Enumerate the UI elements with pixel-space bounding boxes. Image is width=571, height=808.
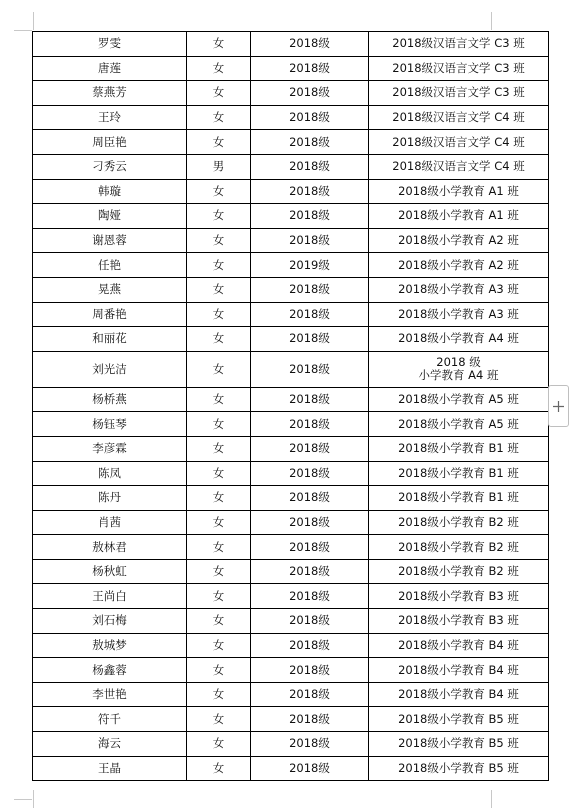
gender-cell[interactable]: 女 [187,130,251,155]
gender-cell[interactable]: 女 [187,351,251,387]
table-row [33,154,549,179]
corner-mark-top-left-h [14,30,32,31]
grade-cell[interactable]: 2018级 [251,756,369,781]
name-cell[interactable]: 王晶 [33,756,187,781]
grade-cell[interactable]: 2018级 [251,302,369,327]
class-cell[interactable]: 2018级小学教育 B5 班 [369,707,549,732]
class-cell[interactable]: 2018级小学教育 B5 班 [369,756,549,781]
grade-cell[interactable]: 2018级 [251,559,369,584]
name-cell[interactable]: 罗雯 [33,32,187,57]
name-cell[interactable]: 晃燕 [33,277,187,302]
class-cell[interactable]: 2018级小学教育 A5 班 [369,387,549,412]
grade-cell[interactable]: 2018级 [251,179,369,204]
class-cell[interactable]: 2018级小学教育 B4 班 [369,658,549,683]
name-cell[interactable]: 李世艳 [33,682,187,707]
grade-cell[interactable]: 2018级 [251,633,369,658]
gender-cell[interactable]: 女 [187,461,251,486]
grade-cell[interactable]: 2018级 [251,130,369,155]
class-cell[interactable]: 2018级小学教育 A4 班 [369,327,549,352]
gender-cell[interactable]: 女 [187,179,251,204]
table-row [33,412,549,437]
table-row [33,486,549,511]
table-row [33,707,549,732]
grade-cell[interactable]: 2018级 [251,732,369,757]
gender-cell[interactable]: 女 [187,32,251,57]
name-cell[interactable]: 唐莲 [33,56,187,81]
name-cell[interactable]: 刘光洁 [33,351,187,387]
table-row [33,732,549,757]
table-row [33,658,549,683]
name-cell[interactable]: 谢恩蓉 [33,228,187,253]
gender-cell[interactable]: 女 [187,436,251,461]
gender-cell[interactable]: 女 [187,707,251,732]
grade-cell[interactable]: 2018级 [251,32,369,57]
name-cell[interactable]: 韩璇 [33,179,187,204]
class-cell[interactable]: 2018级小学教育 A1 班 [369,204,549,229]
name-cell[interactable]: 杨鑫蓉 [33,658,187,683]
gender-cell[interactable]: 女 [187,658,251,683]
name-cell[interactable]: 李彦霖 [33,436,187,461]
name-cell[interactable]: 王尚白 [33,584,187,609]
table-row [33,387,549,412]
grade-cell[interactable]: 2018级 [251,461,369,486]
student-table-body [33,32,549,781]
table-row [33,510,549,535]
gender-cell[interactable]: 女 [187,204,251,229]
class-cell[interactable]: 2018级小学教育 B3 班 [369,609,549,634]
gender-cell[interactable]: 女 [187,228,251,253]
table-row [33,633,549,658]
name-cell[interactable]: 杨秋虹 [33,559,187,584]
grade-cell[interactable]: 2018级 [251,510,369,535]
name-cell[interactable]: 杨钰琴 [33,412,187,437]
name-cell[interactable]: 符千 [33,707,187,732]
name-cell[interactable]: 王玲 [33,105,187,130]
gender-cell[interactable]: 女 [187,633,251,658]
grade-cell[interactable]: 2018级 [251,351,369,387]
grade-cell[interactable]: 2018级 [251,707,369,732]
class-cell[interactable]: 2018级小学教育 B2 班 [369,510,549,535]
class-cell-line: 小学教育 A4 班 [418,368,499,383]
name-cell[interactable]: 陶娅 [33,204,187,229]
gender-cell[interactable]: 女 [187,277,251,302]
class-cell[interactable]: 2018级小学教育 B1 班 [369,436,549,461]
name-cell[interactable]: 任艳 [33,253,187,278]
table-row [33,56,549,81]
grade-cell[interactable]: 2018级 [251,327,369,352]
table-row [33,204,549,229]
table-row [33,351,549,387]
gender-cell[interactable]: 女 [187,756,251,781]
table-row [33,253,549,278]
gender-cell[interactable]: 男 [187,154,251,179]
class-cell[interactable]: 2018级小学教育 B4 班 [369,682,549,707]
table-row [33,461,549,486]
table-row [33,179,549,204]
name-cell[interactable]: 和丽花 [33,327,187,352]
table-row [33,105,549,130]
grade-cell[interactable]: 2018级 [251,154,369,179]
grade-cell[interactable]: 2018级 [251,105,369,130]
gender-cell[interactable]: 女 [187,302,251,327]
class-cell[interactable]: 2018级小学教育 A3 班 [369,277,549,302]
class-cell[interactable]: 2018级小学教育 B2 班 [369,535,549,560]
grade-cell[interactable]: 2018级 [251,56,369,81]
class-cell[interactable]: 2018级汉语言文学 C4 班 [369,130,549,155]
gender-cell[interactable]: 女 [187,81,251,106]
name-cell[interactable]: 陈丹 [33,486,187,511]
table-row [33,130,549,155]
grade-cell[interactable]: 2018级 [251,609,369,634]
name-cell[interactable]: 周番艳 [33,302,187,327]
name-cell[interactable]: 周臣艳 [33,130,187,155]
gender-cell[interactable]: 女 [187,387,251,412]
corner-mark-bottom-left [33,790,34,808]
plus-icon [553,401,564,412]
class-cell[interactable]: 2018级小学教育 A5 班 [369,412,549,437]
gender-cell[interactable]: 女 [187,682,251,707]
add-row-button[interactable] [548,385,569,427]
corner-mark-top-left [33,12,34,30]
name-cell[interactable]: 海云 [33,732,187,757]
table-row [33,559,549,584]
gender-cell[interactable]: 女 [187,105,251,130]
gender-cell[interactable]: 女 [187,486,251,511]
grade-cell[interactable]: 2018级 [251,204,369,229]
gender-cell[interactable]: 女 [187,510,251,535]
class-cell[interactable]: 2018级小学教育 B1 班 [369,461,549,486]
table-row [33,584,549,609]
grade-cell[interactable]: 2018级 [251,436,369,461]
gender-cell[interactable]: 女 [187,535,251,560]
grade-cell[interactable]: 2018级 [251,658,369,683]
table-row [33,228,549,253]
grade-cell[interactable]: 2019级 [251,253,369,278]
corner-mark-bottom-left-h [14,799,32,800]
gender-cell[interactable]: 女 [187,412,251,437]
class-cell-line: 2018 级 [436,355,481,370]
table-row [33,682,549,707]
table-row [33,277,549,302]
class-cell[interactable]: 2018级小学教育 B1 班 [369,486,549,511]
table-row [33,756,549,781]
name-cell[interactable]: 刁秀云 [33,154,187,179]
table-row [33,32,549,57]
table-row [33,535,549,560]
table-row [33,327,549,352]
grade-cell[interactable]: 2018级 [251,228,369,253]
corner-mark-top-right [491,12,492,30]
grade-cell[interactable]: 2018级 [251,535,369,560]
class-cell[interactable]: 2018级汉语言文学 C3 班 [369,56,549,81]
class-cell[interactable] [369,351,549,387]
gender-cell[interactable]: 女 [187,732,251,757]
name-cell[interactable]: 陈凤 [33,461,187,486]
name-cell[interactable]: 杨桥燕 [33,387,187,412]
name-cell[interactable]: 肖茜 [33,510,187,535]
class-cell[interactable]: 2018级小学教育 A1 班 [369,179,549,204]
class-cell[interactable]: 2018级汉语言文学 C3 班 [369,81,549,106]
class-cell[interactable]: 2018级小学教育 B3 班 [369,584,549,609]
class-cell[interactable]: 2018级小学教育 A3 班 [369,302,549,327]
class-cell[interactable]: 2018级汉语言文学 C4 班 [369,154,549,179]
gender-cell[interactable]: 女 [187,609,251,634]
name-cell[interactable]: 敖城梦 [33,633,187,658]
table-row [33,609,549,634]
table-row [33,81,549,106]
class-cell[interactable]: 2018级汉语言文学 C3 班 [369,32,549,57]
corner-mark-bottom-right [491,790,492,808]
table-row [33,302,549,327]
gender-cell[interactable]: 女 [187,559,251,584]
grade-cell[interactable]: 2018级 [251,81,369,106]
gender-cell[interactable]: 女 [187,253,251,278]
grade-cell[interactable]: 2018级 [251,277,369,302]
name-cell[interactable]: 蔡燕芳 [33,81,187,106]
grade-cell[interactable]: 2018级 [251,584,369,609]
gender-cell[interactable]: 女 [187,327,251,352]
class-cell[interactable]: 2018级小学教育 A2 班 [369,253,549,278]
student-table [32,31,549,781]
class-cell[interactable]: 2018级小学教育 B2 班 [369,559,549,584]
gender-cell[interactable]: 女 [187,56,251,81]
class-cell[interactable]: 2018级小学教育 B4 班 [369,633,549,658]
grade-cell[interactable]: 2018级 [251,486,369,511]
class-cell[interactable]: 2018级小学教育 A2 班 [369,228,549,253]
grade-cell[interactable]: 2018级 [251,412,369,437]
grade-cell[interactable]: 2018级 [251,387,369,412]
name-cell[interactable]: 敖林君 [33,535,187,560]
grade-cell[interactable]: 2018级 [251,682,369,707]
class-cell[interactable]: 2018级汉语言文学 C4 班 [369,105,549,130]
class-cell[interactable]: 2018级小学教育 B5 班 [369,732,549,757]
gender-cell[interactable]: 女 [187,584,251,609]
name-cell[interactable]: 刘石梅 [33,609,187,634]
table-row [33,436,549,461]
